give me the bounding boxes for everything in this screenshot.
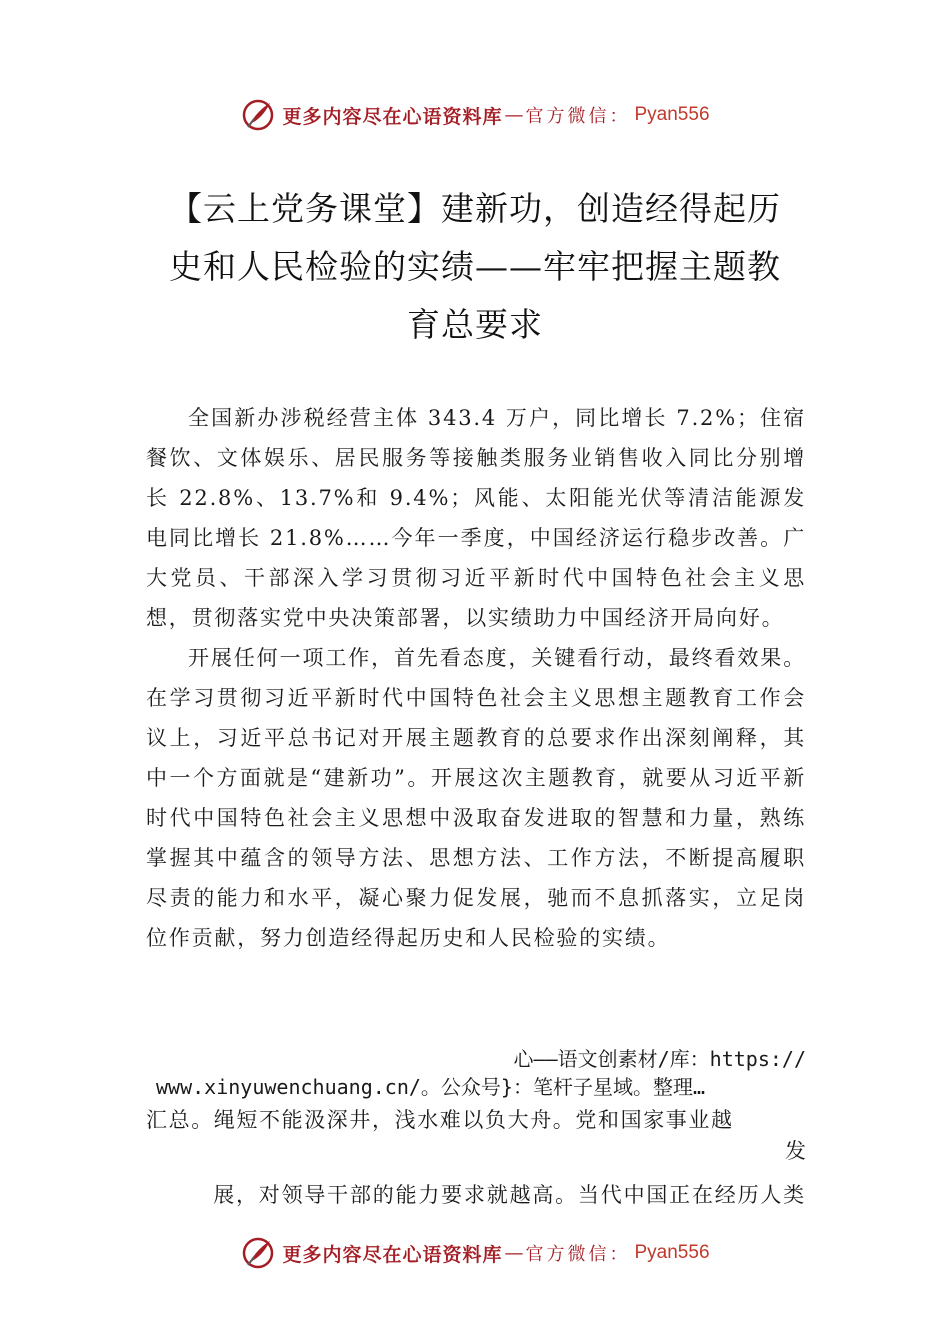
document-body xyxy=(146,398,806,958)
banner-wechat-label: 官方微信： xyxy=(525,1244,631,1265)
source-line-3: 汇总。绳短不能汲深井，浅水难以负大舟。党和国家事业越 xyxy=(146,1108,734,1132)
source-line-2: www.xinyuwenchuang.cn/。公众号}：笔杆子星域。整理… xyxy=(156,1075,705,1099)
banner-wechat-id: Pyan556 xyxy=(634,104,710,125)
body-paragraph-1: 全国新办涉税经营主体 343.4 万户，同比增长 7.2%；住宿餐饮、文体娱乐、居民服务等接触类服务业销售收入同比分别增长 22.8%、13.7%和 9.4%；风能、太阳能光伏等清洁能源发电同比增长 21.8%……今年一季度，中国经济运行稳步改善。广大党员、干部深入学习贯彻习近平新时代中国特色社会主义思想，贯彻落实党中央决策部署，以实绩助力中国经济开局向好。 xyxy=(146,406,806,630)
banner-wechat-label: 官方微信： xyxy=(525,106,631,127)
feather-pen-logo-icon xyxy=(240,1235,276,1271)
banner-separator: — xyxy=(504,104,524,126)
feather-pen-logo-icon xyxy=(240,97,276,133)
banner-text: 更多内容尽在心语资料库 xyxy=(282,105,503,128)
banner-separator: — xyxy=(504,1242,524,1264)
document-title xyxy=(140,180,810,354)
source-line-4: 发 xyxy=(785,1139,806,1163)
title-line: 【云上党务课堂】建新功，创造经得起历 xyxy=(169,189,781,228)
title-line: 史和人民检验的实绩——牢牢把握主题教 xyxy=(169,247,781,286)
footer-banner xyxy=(0,1233,950,1273)
banner-wechat-id: Pyan556 xyxy=(634,1242,710,1263)
source-line-1: 心——语文创素材/库：https:// xyxy=(513,1047,806,1071)
header-banner xyxy=(0,95,950,135)
body-paragraph-2: 开展任何一项工作，首先看态度，关键看行动，最终看效果。在学习贯彻习近平新时代中国特色社会主义思想主题教育工作会议上，习近平总书记对开展主题教育的总要求作出深刻阐释，其中一个方面就是“建新功”。开展这次主题教育，就要从习近平新时代中国特色社会主义思想中汲取奋发进取的智慧和力量，熟练掌握其中蕴含的领导方法、思想方法、工作方法，不断提高履职尽责的能力和水平，凝心聚力促发展，驰而不息抓落实，立足岗位作贡献，努力创造经得起历史和人民检验的实绩。 xyxy=(146,646,806,950)
title-line: 育总要求 xyxy=(407,305,543,344)
banner-text: 更多内容尽在心语资料库 xyxy=(282,1243,503,1266)
source-line-5: 展，对领导干部的能力要求就越高。当代中国正在经历人类 xyxy=(213,1183,806,1207)
